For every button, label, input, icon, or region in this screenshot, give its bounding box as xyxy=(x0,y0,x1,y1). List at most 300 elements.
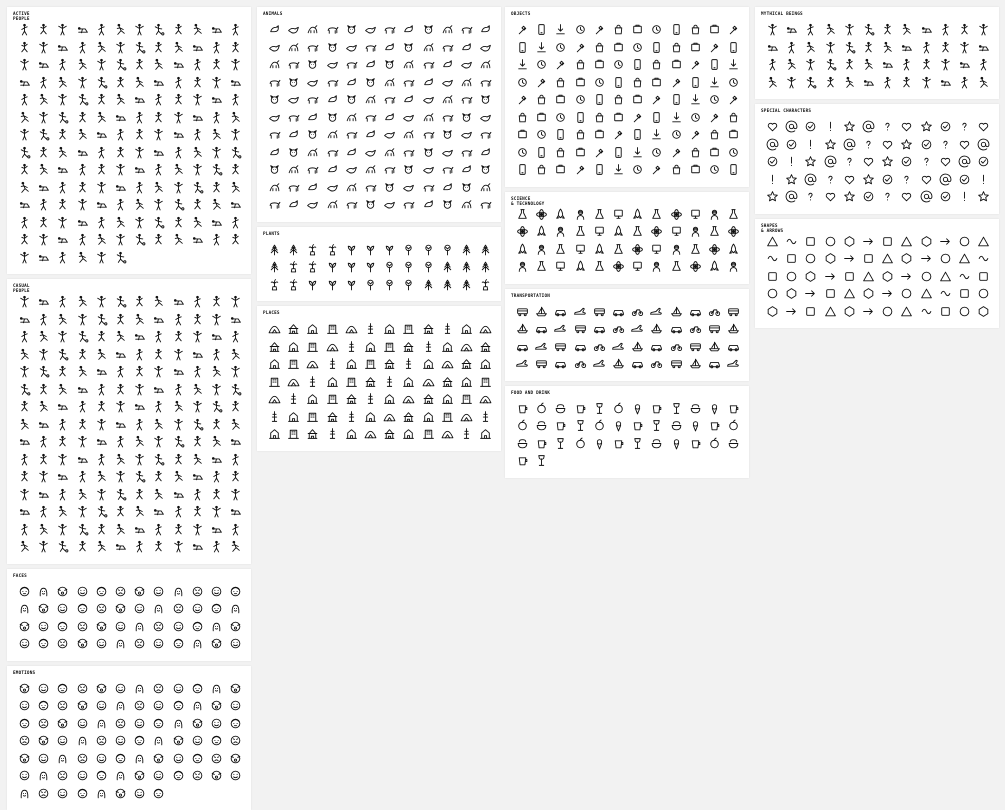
building-icon[interactable] xyxy=(402,340,421,358)
animal-icon[interactable] xyxy=(345,146,364,164)
plant-icon[interactable] xyxy=(287,278,306,296)
animal-icon[interactable] xyxy=(326,41,345,59)
object-icon[interactable] xyxy=(689,163,708,181)
figure-icon[interactable] xyxy=(56,163,75,181)
figure-icon[interactable] xyxy=(152,198,171,216)
figure-icon[interactable] xyxy=(133,313,152,331)
figure-icon[interactable] xyxy=(804,23,823,41)
animal-icon[interactable] xyxy=(441,41,460,59)
animal-icon[interactable] xyxy=(364,93,383,111)
face-icon[interactable] xyxy=(152,787,171,805)
face-icon[interactable] xyxy=(172,602,191,620)
figure-icon[interactable] xyxy=(95,216,114,234)
food-icon[interactable] xyxy=(650,419,669,437)
figure-icon[interactable] xyxy=(191,470,210,488)
object-icon[interactable] xyxy=(727,128,746,146)
figure-icon[interactable] xyxy=(37,313,56,331)
figure-icon[interactable] xyxy=(18,348,37,366)
figure-icon[interactable] xyxy=(152,540,171,558)
figure-icon[interactable] xyxy=(114,233,133,251)
figure-icon[interactable] xyxy=(76,313,95,331)
animal-icon[interactable] xyxy=(306,163,325,181)
face-icon[interactable] xyxy=(18,620,37,638)
shape-icon[interactable] xyxy=(804,305,823,323)
figure-icon[interactable] xyxy=(56,453,75,471)
animal-icon[interactable] xyxy=(383,58,402,76)
figure-icon[interactable] xyxy=(56,400,75,418)
face-icon[interactable] xyxy=(114,717,133,735)
face-icon[interactable] xyxy=(172,769,191,787)
figure-icon[interactable] xyxy=(210,76,229,94)
figure-icon[interactable] xyxy=(76,470,95,488)
figure-icon[interactable] xyxy=(18,523,37,541)
building-icon[interactable] xyxy=(268,375,287,393)
figure-icon[interactable] xyxy=(977,41,996,59)
figure-icon[interactable] xyxy=(95,233,114,251)
face-icon[interactable] xyxy=(114,699,133,717)
object-icon[interactable] xyxy=(612,23,631,41)
object-icon[interactable] xyxy=(593,23,612,41)
animal-icon[interactable] xyxy=(460,76,479,94)
figure-icon[interactable] xyxy=(95,181,114,199)
object-icon[interactable] xyxy=(574,163,593,181)
food-icon[interactable] xyxy=(516,402,535,420)
figure-icon[interactable] xyxy=(95,348,114,366)
face-icon[interactable] xyxy=(172,620,191,638)
shape-icon[interactable] xyxy=(824,235,843,253)
figure-icon[interactable] xyxy=(37,181,56,199)
symbol-icon[interactable] xyxy=(804,190,823,208)
figure-icon[interactable] xyxy=(766,58,785,76)
figure-icon[interactable] xyxy=(76,198,95,216)
object-icon[interactable] xyxy=(727,76,746,94)
figure-icon[interactable] xyxy=(804,76,823,94)
building-icon[interactable] xyxy=(345,410,364,428)
figure-icon[interactable] xyxy=(56,523,75,541)
figure-icon[interactable] xyxy=(152,383,171,401)
face-icon[interactable] xyxy=(114,769,133,787)
face-icon[interactable] xyxy=(133,734,152,752)
figure-icon[interactable] xyxy=(191,41,210,59)
face-icon[interactable] xyxy=(95,787,114,805)
figure-icon[interactable] xyxy=(133,216,152,234)
vehicle-icon[interactable] xyxy=(689,305,708,323)
animal-icon[interactable] xyxy=(402,146,421,164)
shape-icon[interactable] xyxy=(958,270,977,288)
figure-icon[interactable] xyxy=(152,111,171,129)
face-icon[interactable] xyxy=(210,734,229,752)
object-icon[interactable] xyxy=(612,76,631,94)
figure-icon[interactable] xyxy=(766,23,785,41)
symbol-icon[interactable] xyxy=(881,173,900,191)
building-icon[interactable] xyxy=(402,322,421,340)
figure-icon[interactable] xyxy=(920,58,939,76)
object-icon[interactable] xyxy=(708,76,727,94)
figure-icon[interactable] xyxy=(76,251,95,269)
face-icon[interactable] xyxy=(229,769,248,787)
animal-icon[interactable] xyxy=(422,111,441,129)
symbol-icon[interactable] xyxy=(939,190,958,208)
face-icon[interactable] xyxy=(95,620,114,638)
animal-icon[interactable] xyxy=(441,93,460,111)
object-icon[interactable] xyxy=(612,146,631,164)
face-icon[interactable] xyxy=(76,787,95,805)
figure-icon[interactable] xyxy=(114,523,133,541)
face-icon[interactable] xyxy=(76,637,95,655)
figure-icon[interactable] xyxy=(133,505,152,523)
object-icon[interactable] xyxy=(593,41,612,59)
animal-icon[interactable] xyxy=(287,58,306,76)
symbol-icon[interactable] xyxy=(862,173,881,191)
shape-icon[interactable] xyxy=(920,270,939,288)
figure-icon[interactable] xyxy=(210,523,229,541)
building-icon[interactable] xyxy=(364,340,383,358)
science-icon[interactable] xyxy=(727,208,746,226)
figure-icon[interactable] xyxy=(114,146,133,164)
shape-icon[interactable] xyxy=(843,235,862,253)
figure-icon[interactable] xyxy=(172,365,191,383)
face-icon[interactable] xyxy=(172,699,191,717)
face-icon[interactable] xyxy=(18,637,37,655)
face-icon[interactable] xyxy=(37,699,56,717)
figure-icon[interactable] xyxy=(152,76,171,94)
object-icon[interactable] xyxy=(574,23,593,41)
figure-icon[interactable] xyxy=(37,146,56,164)
face-icon[interactable] xyxy=(37,717,56,735)
symbol-icon[interactable] xyxy=(900,138,919,156)
plant-icon[interactable] xyxy=(402,278,421,296)
figure-icon[interactable] xyxy=(824,76,843,94)
object-icon[interactable] xyxy=(516,41,535,59)
shape-icon[interactable] xyxy=(785,235,804,253)
figure-icon[interactable] xyxy=(133,365,152,383)
figure-icon[interactable] xyxy=(172,488,191,506)
figure-icon[interactable] xyxy=(18,146,37,164)
figure-icon[interactable] xyxy=(920,76,939,94)
building-icon[interactable] xyxy=(306,357,325,375)
figure-icon[interactable] xyxy=(229,216,248,234)
science-icon[interactable] xyxy=(535,243,554,261)
symbol-icon[interactable] xyxy=(785,190,804,208)
figure-icon[interactable] xyxy=(172,295,191,313)
shape-icon[interactable] xyxy=(766,252,785,270)
figure-icon[interactable] xyxy=(210,540,229,558)
vehicle-icon[interactable] xyxy=(650,340,669,358)
object-icon[interactable] xyxy=(535,163,554,181)
shape-icon[interactable] xyxy=(843,305,862,323)
vehicle-icon[interactable] xyxy=(612,305,631,323)
figure-icon[interactable] xyxy=(37,523,56,541)
figure-icon[interactable] xyxy=(191,453,210,471)
animal-icon[interactable] xyxy=(326,111,345,129)
vehicle-icon[interactable] xyxy=(727,357,746,375)
figure-icon[interactable] xyxy=(785,58,804,76)
vehicle-icon[interactable] xyxy=(593,305,612,323)
animal-icon[interactable] xyxy=(306,41,325,59)
object-icon[interactable] xyxy=(689,111,708,129)
object-icon[interactable] xyxy=(516,128,535,146)
symbol-icon[interactable] xyxy=(766,155,785,173)
animal-icon[interactable] xyxy=(402,198,421,216)
figure-icon[interactable] xyxy=(95,505,114,523)
science-icon[interactable] xyxy=(612,225,631,243)
face-icon[interactable] xyxy=(114,734,133,752)
figure-icon[interactable] xyxy=(37,76,56,94)
figure-icon[interactable] xyxy=(18,295,37,313)
figure-icon[interactable] xyxy=(114,330,133,348)
figure-icon[interactable] xyxy=(862,41,881,59)
plant-icon[interactable] xyxy=(326,278,345,296)
animal-icon[interactable] xyxy=(287,93,306,111)
figure-icon[interactable] xyxy=(37,435,56,453)
science-icon[interactable] xyxy=(670,260,689,278)
figure-icon[interactable] xyxy=(56,58,75,76)
figure-icon[interactable] xyxy=(152,330,171,348)
building-icon[interactable] xyxy=(287,340,306,358)
animal-icon[interactable] xyxy=(479,163,498,181)
building-icon[interactable] xyxy=(422,375,441,393)
figure-icon[interactable] xyxy=(152,216,171,234)
building-icon[interactable] xyxy=(402,427,421,445)
animal-icon[interactable] xyxy=(268,93,287,111)
plant-icon[interactable] xyxy=(364,243,383,261)
plant-icon[interactable] xyxy=(460,260,479,278)
object-icon[interactable] xyxy=(650,146,669,164)
figure-icon[interactable] xyxy=(18,251,37,269)
figure-icon[interactable] xyxy=(191,295,210,313)
object-icon[interactable] xyxy=(593,146,612,164)
figure-icon[interactable] xyxy=(958,23,977,41)
vehicle-icon[interactable] xyxy=(574,357,593,375)
figure-icon[interactable] xyxy=(114,313,133,331)
face-icon[interactable] xyxy=(191,637,210,655)
figure-icon[interactable] xyxy=(76,58,95,76)
figure-icon[interactable] xyxy=(37,23,56,41)
animal-icon[interactable] xyxy=(441,76,460,94)
object-icon[interactable] xyxy=(650,41,669,59)
figure-icon[interactable] xyxy=(114,128,133,146)
vehicle-icon[interactable] xyxy=(689,340,708,358)
symbol-icon[interactable] xyxy=(843,173,862,191)
animal-icon[interactable] xyxy=(402,41,421,59)
figure-icon[interactable] xyxy=(95,523,114,541)
science-icon[interactable] xyxy=(689,243,708,261)
face-icon[interactable] xyxy=(18,734,37,752)
food-icon[interactable] xyxy=(535,419,554,437)
face-icon[interactable] xyxy=(133,752,152,770)
object-icon[interactable] xyxy=(708,93,727,111)
figure-icon[interactable] xyxy=(210,470,229,488)
animal-icon[interactable] xyxy=(422,198,441,216)
object-icon[interactable] xyxy=(574,146,593,164)
object-icon[interactable] xyxy=(708,146,727,164)
symbol-icon[interactable] xyxy=(766,173,785,191)
figure-icon[interactable] xyxy=(76,540,95,558)
figure-icon[interactable] xyxy=(939,76,958,94)
figure-icon[interactable] xyxy=(229,111,248,129)
shape-icon[interactable] xyxy=(843,252,862,270)
figure-icon[interactable] xyxy=(133,111,152,129)
face-icon[interactable] xyxy=(133,717,152,735)
figure-icon[interactable] xyxy=(18,233,37,251)
figure-icon[interactable] xyxy=(37,58,56,76)
shape-icon[interactable] xyxy=(900,270,919,288)
animal-icon[interactable] xyxy=(268,111,287,129)
object-icon[interactable] xyxy=(574,111,593,129)
symbol-icon[interactable] xyxy=(843,120,862,138)
face-icon[interactable] xyxy=(114,787,133,805)
figure-icon[interactable] xyxy=(229,146,248,164)
figure-icon[interactable] xyxy=(172,435,191,453)
animal-icon[interactable] xyxy=(306,58,325,76)
object-icon[interactable] xyxy=(535,76,554,94)
science-icon[interactable] xyxy=(574,208,593,226)
figure-icon[interactable] xyxy=(133,146,152,164)
figure-icon[interactable] xyxy=(152,233,171,251)
symbol-icon[interactable] xyxy=(977,155,996,173)
symbol-icon[interactable] xyxy=(862,120,881,138)
object-icon[interactable] xyxy=(689,93,708,111)
object-icon[interactable] xyxy=(612,111,631,129)
vehicle-icon[interactable] xyxy=(727,305,746,323)
figure-icon[interactable] xyxy=(56,216,75,234)
figure-icon[interactable] xyxy=(191,216,210,234)
animal-icon[interactable] xyxy=(402,76,421,94)
animal-icon[interactable] xyxy=(268,163,287,181)
figure-icon[interactable] xyxy=(114,348,133,366)
vehicle-icon[interactable] xyxy=(650,357,669,375)
figure-icon[interactable] xyxy=(229,93,248,111)
figure-icon[interactable] xyxy=(210,216,229,234)
figure-icon[interactable] xyxy=(37,418,56,436)
animal-icon[interactable] xyxy=(422,146,441,164)
figure-icon[interactable] xyxy=(133,41,152,59)
figure-icon[interactable] xyxy=(172,128,191,146)
face-icon[interactable] xyxy=(133,585,152,603)
building-icon[interactable] xyxy=(364,427,383,445)
shape-icon[interactable] xyxy=(958,305,977,323)
animal-icon[interactable] xyxy=(345,76,364,94)
face-icon[interactable] xyxy=(56,769,75,787)
animal-icon[interactable] xyxy=(460,163,479,181)
animal-icon[interactable] xyxy=(479,181,498,199)
food-icon[interactable] xyxy=(670,419,689,437)
figure-icon[interactable] xyxy=(18,365,37,383)
vehicle-icon[interactable] xyxy=(631,322,650,340)
figure-icon[interactable] xyxy=(229,198,248,216)
vehicle-icon[interactable] xyxy=(554,340,573,358)
building-icon[interactable] xyxy=(326,392,345,410)
vehicle-icon[interactable] xyxy=(708,357,727,375)
object-icon[interactable] xyxy=(612,58,631,76)
animal-icon[interactable] xyxy=(383,146,402,164)
animal-icon[interactable] xyxy=(364,163,383,181)
face-icon[interactable] xyxy=(191,585,210,603)
science-icon[interactable] xyxy=(554,208,573,226)
science-icon[interactable] xyxy=(593,208,612,226)
figure-icon[interactable] xyxy=(210,383,229,401)
figure-icon[interactable] xyxy=(56,233,75,251)
figure-icon[interactable] xyxy=(114,163,133,181)
science-icon[interactable] xyxy=(689,225,708,243)
figure-icon[interactable] xyxy=(37,216,56,234)
building-icon[interactable] xyxy=(364,375,383,393)
figure-icon[interactable] xyxy=(18,313,37,331)
figure-icon[interactable] xyxy=(210,23,229,41)
face-icon[interactable] xyxy=(191,752,210,770)
animal-icon[interactable] xyxy=(441,128,460,146)
animal-icon[interactable] xyxy=(402,93,421,111)
object-icon[interactable] xyxy=(574,128,593,146)
vehicle-icon[interactable] xyxy=(535,322,554,340)
figure-icon[interactable] xyxy=(76,523,95,541)
figure-icon[interactable] xyxy=(95,146,114,164)
food-icon[interactable] xyxy=(708,402,727,420)
figure-icon[interactable] xyxy=(229,435,248,453)
face-icon[interactable] xyxy=(18,717,37,735)
object-icon[interactable] xyxy=(612,163,631,181)
figure-icon[interactable] xyxy=(210,365,229,383)
building-icon[interactable] xyxy=(306,392,325,410)
animal-icon[interactable] xyxy=(422,128,441,146)
object-icon[interactable] xyxy=(574,41,593,59)
object-icon[interactable] xyxy=(535,58,554,76)
symbol-icon[interactable] xyxy=(900,155,919,173)
science-icon[interactable] xyxy=(612,243,631,261)
figure-icon[interactable] xyxy=(133,330,152,348)
symbol-icon[interactable] xyxy=(824,173,843,191)
object-icon[interactable] xyxy=(516,23,535,41)
shape-icon[interactable] xyxy=(881,252,900,270)
figure-icon[interactable] xyxy=(824,41,843,59)
science-icon[interactable] xyxy=(574,260,593,278)
building-icon[interactable] xyxy=(268,340,287,358)
shape-icon[interactable] xyxy=(804,270,823,288)
figure-icon[interactable] xyxy=(210,181,229,199)
figure-icon[interactable] xyxy=(210,453,229,471)
animal-icon[interactable] xyxy=(441,198,460,216)
figure-icon[interactable] xyxy=(210,330,229,348)
science-icon[interactable] xyxy=(554,260,573,278)
symbol-icon[interactable] xyxy=(977,190,996,208)
figure-icon[interactable] xyxy=(191,348,210,366)
figure-icon[interactable] xyxy=(152,523,171,541)
vehicle-icon[interactable] xyxy=(670,340,689,358)
object-icon[interactable] xyxy=(593,93,612,111)
face-icon[interactable] xyxy=(76,699,95,717)
building-icon[interactable] xyxy=(345,357,364,375)
face-icon[interactable] xyxy=(56,734,75,752)
animal-icon[interactable] xyxy=(268,146,287,164)
face-icon[interactable] xyxy=(76,682,95,700)
building-icon[interactable] xyxy=(402,357,421,375)
object-icon[interactable] xyxy=(554,111,573,129)
object-icon[interactable] xyxy=(727,58,746,76)
figure-icon[interactable] xyxy=(191,383,210,401)
shape-icon[interactable] xyxy=(881,305,900,323)
face-icon[interactable] xyxy=(37,585,56,603)
figure-icon[interactable] xyxy=(804,58,823,76)
figure-icon[interactable] xyxy=(191,435,210,453)
animal-icon[interactable] xyxy=(441,163,460,181)
face-icon[interactable] xyxy=(95,699,114,717)
vehicle-icon[interactable] xyxy=(670,305,689,323)
figure-icon[interactable] xyxy=(172,400,191,418)
figure-icon[interactable] xyxy=(95,435,114,453)
animal-icon[interactable] xyxy=(460,128,479,146)
vehicle-icon[interactable] xyxy=(535,340,554,358)
figure-icon[interactable] xyxy=(76,435,95,453)
